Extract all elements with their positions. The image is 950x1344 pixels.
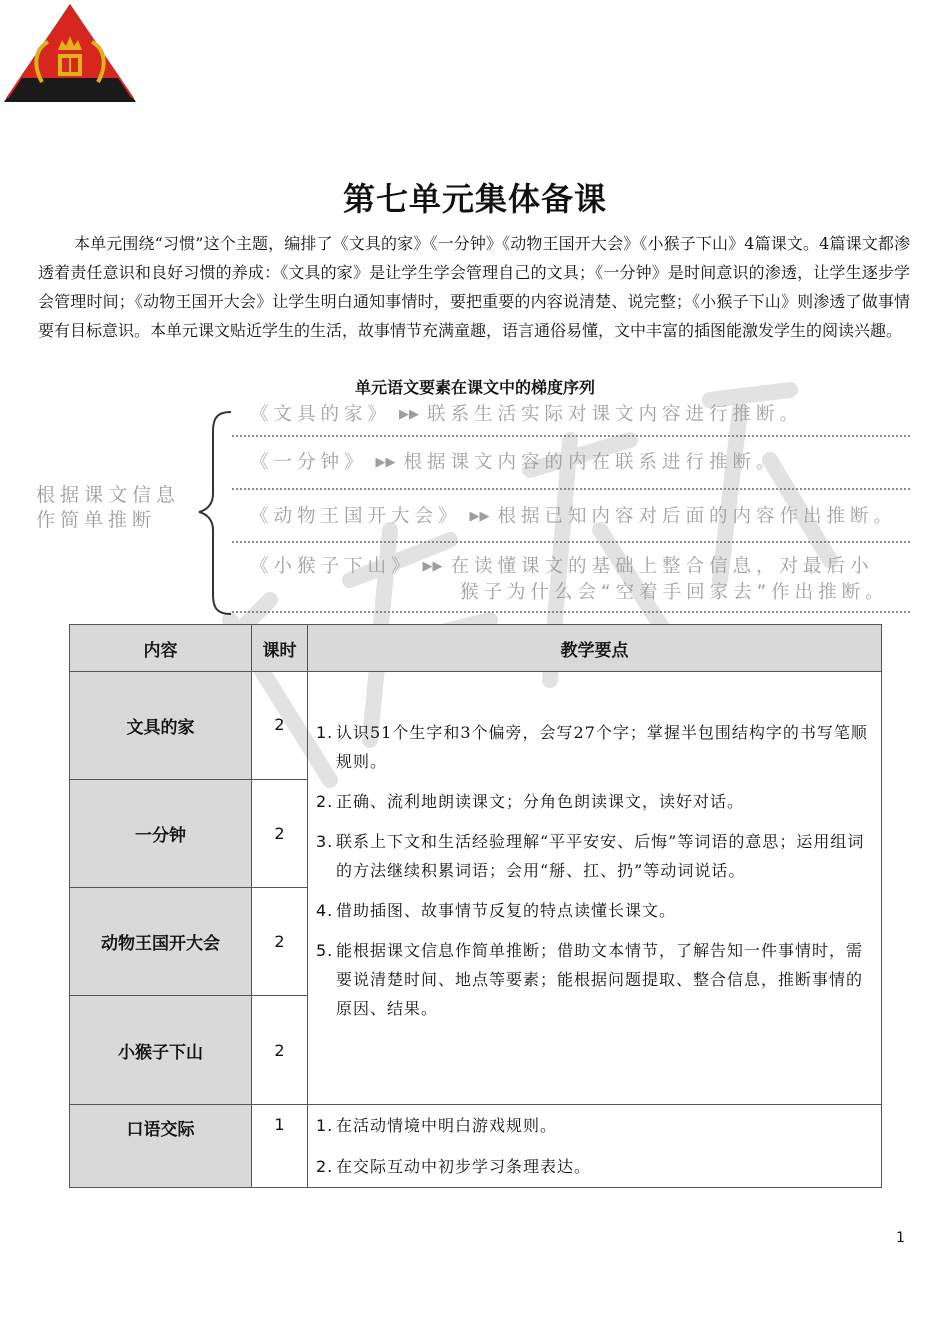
lesson-hours: 1 [252,1105,308,1188]
table-row-oral [70,1105,882,1188]
list-item: 2. 在交际互动中初步学习条理表达。 [316,1157,592,1176]
school-logo [2,2,138,104]
page-number: 1 [896,1230,905,1246]
ladder-row-lesson: 《小猴子下山》 [250,556,415,577]
arrow-icon: ▶▶ [399,407,420,422]
table-header-row [70,625,882,672]
list-item: 5. 能根据课文信息作简单推断；借助文本情节，了解告知一件事情时，需要说清楚时间、地点等要素；能根据问题提取、整合信息，推断事情的原因、结果。 [316,941,864,1018]
brace-icon [195,408,235,618]
lesson-hours: 2 [252,672,308,780]
ladder-row-2 [250,450,910,478]
oral-points-list [316,1111,871,1181]
ladder-title: 单元语文要素在课文中的梯度序列 [354,378,595,397]
arrow-icon: ▶▶ [469,509,490,524]
header-hours: 课时 [252,625,308,672]
teaching-points-list [316,718,871,1023]
oral-points-cell [308,1105,882,1188]
table-row [70,672,882,780]
list-item: 4. 借助插图、故事情节反复的特点读懂长课文。 [316,901,677,920]
ladder-row-3 [250,504,910,532]
page-title: 第七单元集体备课 [342,180,607,218]
ladder-row-4-cont: 猴子为什么会“空着手回家去”作出推断。 [460,582,889,603]
ladder-left-line2: 作简单推断 [36,509,157,531]
dotted-divider [232,611,910,613]
list-item: 1. 认识51个生字和3个偏旁，会写27个字；掌握半包围结构字的书写笔顺规则。 [316,723,868,771]
ladder-row-text: 根据已知内容对后面的内容作出推断。 [497,506,898,527]
lesson-hours: 2 [252,888,308,996]
ladder-row-1 [250,402,910,430]
ladder-row-lesson: 《一分钟》 [250,452,368,473]
lesson-hours: 2 [252,996,308,1105]
lesson-name: 动物王国开大会 [70,888,252,996]
lesson-name: 口语交际 [70,1105,252,1188]
lesson-name: 文具的家 [70,672,252,780]
ladder-row-lesson: 《动物王国开大会》 [250,506,462,527]
teaching-points-cell [308,672,882,1105]
ladder-row-4 [250,554,910,582]
header-points: 教学要点 [308,625,882,672]
arrow-icon: ▶▶ [422,559,443,574]
header-content: 内容 [70,625,252,672]
ladder-left-label [36,483,196,533]
ladder-row-text: 联系生活实际对课文内容进行推断。 [427,404,804,425]
list-item: 3. 联系上下文和生活经验理解“平平安安、后悔”等词语的意思；运用组词的方法继续积累词语；会用“掰、扛、扔”等动词说话。 [316,832,865,880]
lesson-name: 小猴子下山 [70,996,252,1105]
lesson-hours: 2 [252,780,308,888]
dotted-divider [232,435,910,437]
list-item: 2. 正确、流利地朗读课文；分角色朗读课文，读好对话。 [316,792,745,811]
ladder-left-line1: 根据课文信息 [36,484,181,506]
ladder-row-text: 根据课文内容的内在联系进行推断。 [403,452,780,473]
lesson-plan-table [69,624,882,1188]
arrow-icon: ▶▶ [375,455,396,470]
ladder-row-lesson: 《文具的家》 [250,404,392,425]
intro-paragraph: 本单元围绕“习惯”这个主题，编排了《文具的家》《一分钟》《动物王国开大会》《小猴子下山》4篇课文。4篇课文都渗透着责任意识和良好习惯的养成：《文具的家》是让学生学会管理自己的文具；《一分钟》是时间意识的渗透，让学生逐步学会管理时间；《动物王国开大会》让学生明白通知事情时，要把重要的内容说清楚、说完整；《小猴子下山》则渗透了做事情要有目标意识。本单元课文贴近学生的生活，故事情节充满童趣，语言通俗易懂，文中丰富的插图能激发学生的阅读兴趣。 [38,234,910,340]
lesson-name: 一分钟 [70,780,252,888]
list-item: 1. 在活动情境中明白游戏规则。 [316,1116,558,1135]
dotted-divider [232,541,910,543]
dotted-divider [232,488,910,490]
ladder-row-text: 在读懂课文的基础上整合信息，对最后小 [450,556,874,577]
